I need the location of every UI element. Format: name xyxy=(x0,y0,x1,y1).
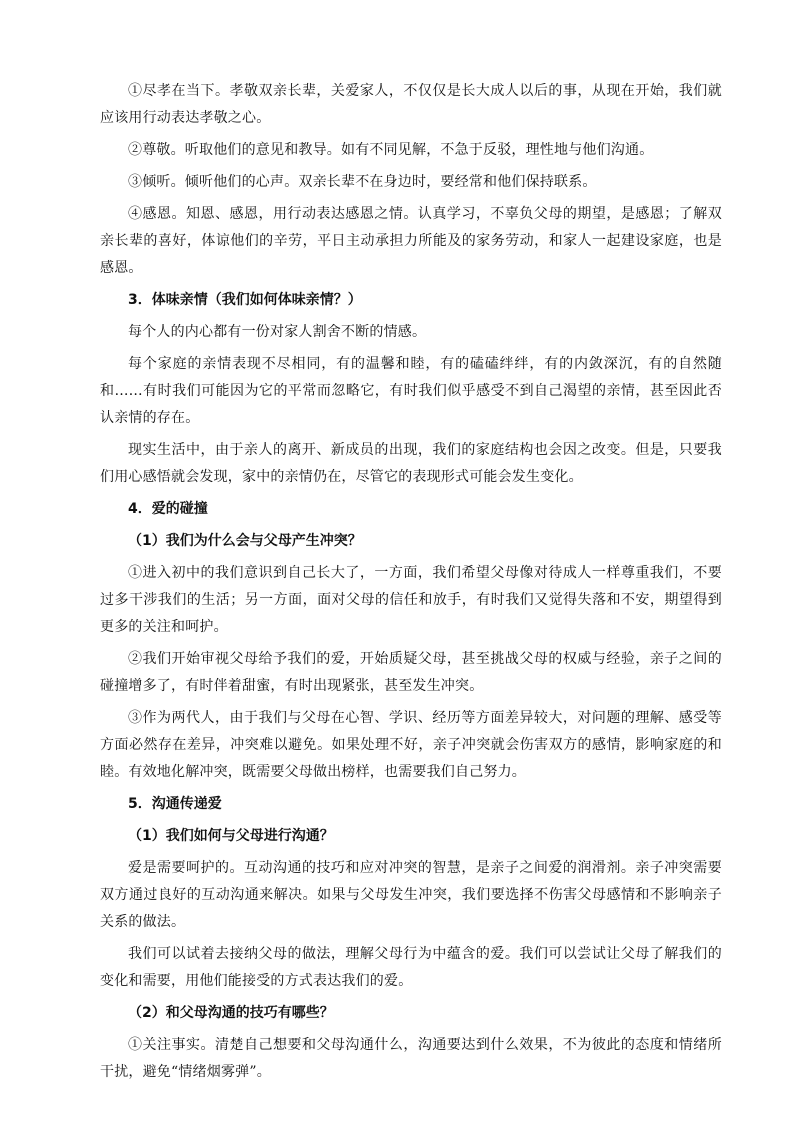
paragraph-accept-parents: 我们可以试着去接纳父母的做法，理解父母行为中蕴含的爱。我们可以尝试让父母了解我们的变化和需要，用他们能接受的方式表达我们的爱。 xyxy=(100,946,722,989)
subheading-communication-tips: （2）和父母沟通的技巧有哪些？ xyxy=(128,1005,334,1021)
paragraph-conflict-reason-2: ②我们开始审视父母给予我们的爱，开始质疑父母，甚至挑战父母的权威与经验，亲子之间的碰撞增多了，有时伴着甜蜜，有时出现紧张，甚至发生冲突。 xyxy=(100,651,722,694)
document-body xyxy=(100,78,722,1091)
paragraph-family-feeling: 每个人的内心都有一份对家人割舍不断的情感。 xyxy=(128,324,427,340)
paragraph-family-differences: 每个家庭的亲情表现不尽相同，有的温馨和睦，有的磕磕绊绊，有的内敛深沉，有的自然随和……有时我们可能因为它的平常而忽略它，有时我们似乎感受不到自己渴望的亲情，甚至因此否认亲情的存在。 xyxy=(100,356,722,426)
paragraph-listen: ③倾听。倾听他们的心声。双亲长辈不在身边时，要经常和他们保持联系。 xyxy=(128,174,597,190)
paragraph-respect: ②尊敬。听取他们的意见和教导。如有不同见解，不急于反驳，理性地与他们沟通。 xyxy=(128,142,654,158)
subheading-why-conflict: （1）我们为什么会与父母产生冲突？ xyxy=(128,533,362,549)
heading-section-3: 3．体味亲情（我们如何体味亲情？） xyxy=(128,292,362,308)
paragraph-focus-facts: ①关注事实。清楚自己想要和父母沟通什么，沟通要达到什么效果，不为彼此的态度和情绪所干扰，避免“情绪烟雾弹”。 xyxy=(100,1037,722,1080)
paragraph-filial-now: ①尽孝在当下。孝敬双亲长辈，关爱家人，不仅仅是长大成人以后的事，从现在开始，我们就应该用行动表达孝敬之心。 xyxy=(100,83,722,126)
paragraph-family-change: 现实生活中，由于亲人的离开、新成员的出现，我们的家庭结构也会因之改变。但是，只要我们用心感悟就会发现，家中的亲情仍在，尽管它的表现形式可能会发生变化。 xyxy=(100,442,722,485)
paragraph-gratitude: ④感恩。知恩、感恩，用行动表达感恩之情。认真学习，不辜负父母的期望，是感恩；了解双亲长辈的喜好，体谅他们的辛劳，平日主动承担力所能及的家务劳动，和家人一起建设家庭，也是感恩。 xyxy=(100,206,722,276)
heading-section-5: 5．沟通传递爱 xyxy=(128,796,222,812)
heading-section-4: 4．爱的碰撞 xyxy=(128,501,208,517)
paragraph-love-care: 爱是需要呵护的。互动沟通的技巧和应对冲突的智慧，是亲子之间爱的润滑剂。亲子冲突需要双方通过良好的互动沟通来解决。如果与父母发生冲突，我们要选择不伤害父母感情和不影响亲子关系的做法。 xyxy=(100,860,722,930)
subheading-how-communicate: （1）我们如何与父母进行沟通？ xyxy=(128,828,334,844)
paragraph-conflict-reason-3: ③作为两代人，由于我们与父母在心智、学识、经历等方面差异较大，对问题的理解、感受等方面必然存在差异，冲突难以避免。如果处理不好，亲子冲突就会伤害双方的感情，影响家庭的和睦。有效地化解冲突，既需要父母做出榜样，也需要我们自己努力。 xyxy=(100,710,722,780)
paragraph-conflict-reason-1: ①进入初中的我们意识到自己长大了，一方面，我们希望父母像对待成人一样尊重我们，不要过多干涉我们的生活；另一方面，面对父母的信任和放手，有时我们又觉得失落和不安，期望得到更多的关注和呵护。 xyxy=(100,565,722,635)
